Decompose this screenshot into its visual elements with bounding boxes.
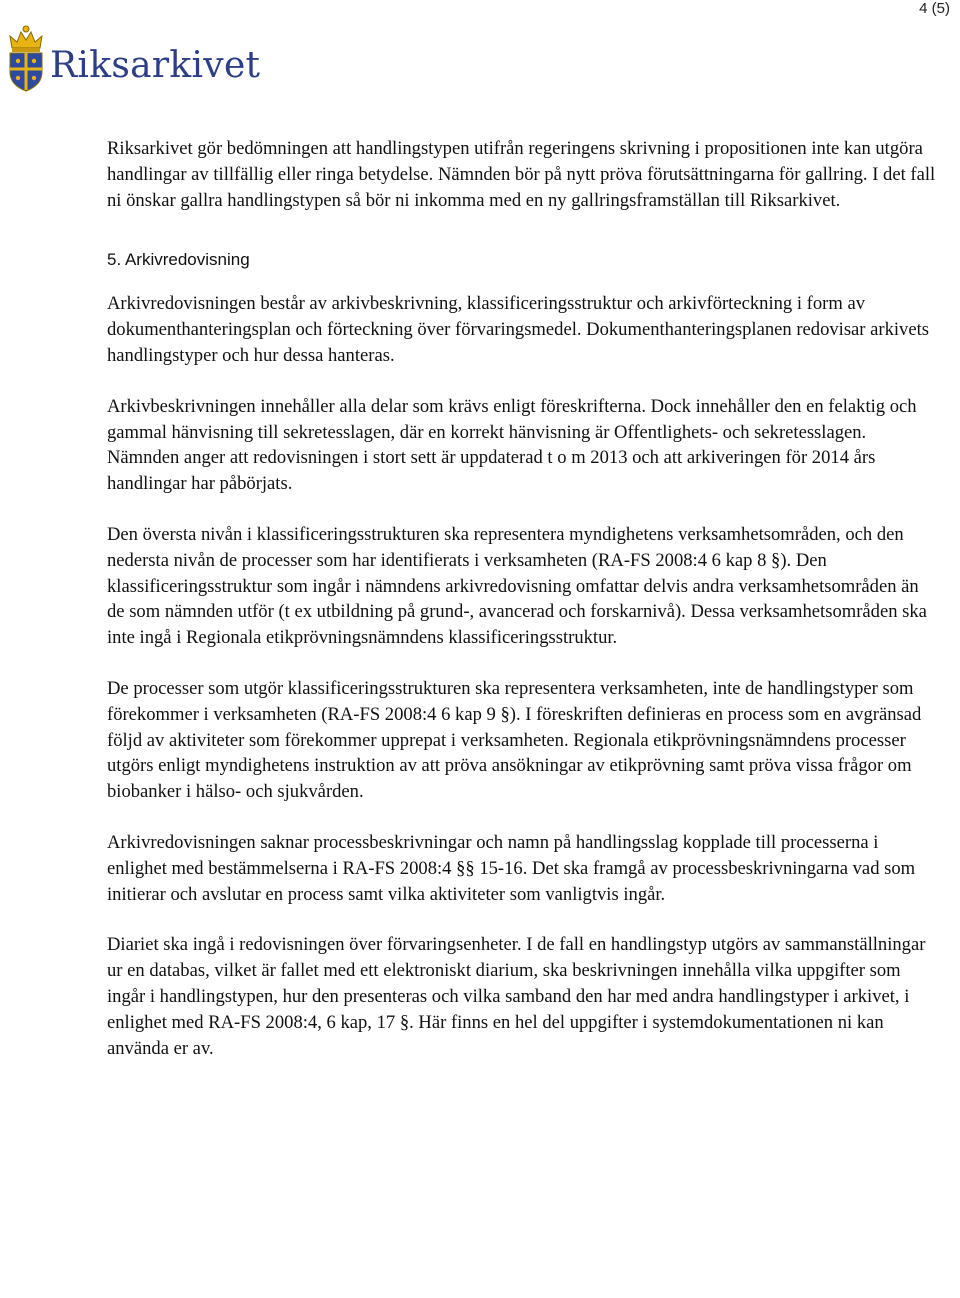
riksarkivet-logo	[6, 22, 260, 94]
logo-wordmark: Riksarkivet	[50, 44, 261, 86]
body-paragraph: Den översta nivån i klassificeringsstrukturen ska representera myndighetens verksamhetsområden, och den nedersta nivån de processer som har identifierats i verksamheten (RA-FS 2008:4 6 kap 8 §). Den klassificeringsstruktur som ingår i nämndens arkivredovisning omfattar delvis andra verksamhetsområden än de som nämnden utför (t ex utbildning på grund-, avancerad och forskarnivå). Dessa verksamhetsområden ska inte ingå i Regionala etikprövningsnämndens klassificeringsstruktur.	[107, 523, 927, 649]
section-heading: 5. Arkivredovisning	[107, 250, 250, 270]
crown-shield-emblem-icon	[6, 22, 46, 94]
page-number: 4 (5)	[919, 0, 950, 17]
intro-paragraph: Riksarkivet gör bedömningen att handlingstypen utifrån regeringens skrivning i propositionen inte kan utgöra handlingar av tillfällig eller ringa betydelse. Nämnden bör på nytt pröva förutsättningarna för gallring. I det fall ni önskar gallra handlingstypen så bör ni inkomma med en ny gallringsframställan till Riksarkivet.	[107, 138, 936, 211]
body-paragraph: Diariet ska ingå i redovisningen över förvaringsenheter. I de fall en handlingstyp utgörs av sammanställningar ur en databas, vilket är fallet med ett elektroniskt diarium, ska beskrivningen innehålla vilka uppgifter som ingår i handlingstypen, hur den presenteras och vilka samband den har med andra handlingstyper i arkivet, i enlighet med RA-FS 2008:4, 6 kap, 17 §. Här finns en hel del uppgifter i systemdokumentationen ni kan använda er av.	[107, 934, 926, 1059]
body-paragraph: Arkivredovisningen består av arkivbeskrivning, klassificeringsstruktur och arkivförteckning i form av dokumenthanteringsplan och förteckning över förvaringsmedel. Dokumenthanteringsplanen redovisar arkivets handlingstyper och hur dessa hanteras.	[107, 293, 930, 366]
body-paragraph: De processer som utgör klassificeringsstrukturen ska representera verksamheten, inte de handlingstyper som förekommer i verksamheten (RA-FS 2008:4 6 kap 9 §). I föreskriften definieras en process som en avgränsad följd av aktiviteter som förekommer upprepat i verksamheten. Regionala etikprövningsnämndens processer utgörs enligt myndighetens instruktion av att pröva ansökningar av etikprövning samt pröva vissa frågor om biobanker i hälso- och sjukvården.	[107, 677, 922, 803]
document-body	[107, 136, 937, 1086]
body-paragraph: Arkivredovisningen saknar processbeskrivningar och namn på handlingsslag kopplade till processerna i enlighet med bestämmelserna i RA-FS 2008:4 §§ 15-16. Det ska framgå av processbeskrivningarna vad som initierar och avslutar en process samt vilka aktiviteter som vanligtvis ingår.	[107, 831, 916, 905]
body-paragraph: Arkivbeskrivningen innehåller alla delar som krävs enligt föreskrifterna. Dock innehåller den en felaktig och gammal hänvisning till sekretesslagen, där en korrekt hänvisning är Offentlighets- och sekretesslagen. Nämnden anger att redovisningen i stort sett är uppdaterad t o m 2013 och att arkiveringen för 2014 års handlingar har påbörjats.	[107, 395, 917, 495]
